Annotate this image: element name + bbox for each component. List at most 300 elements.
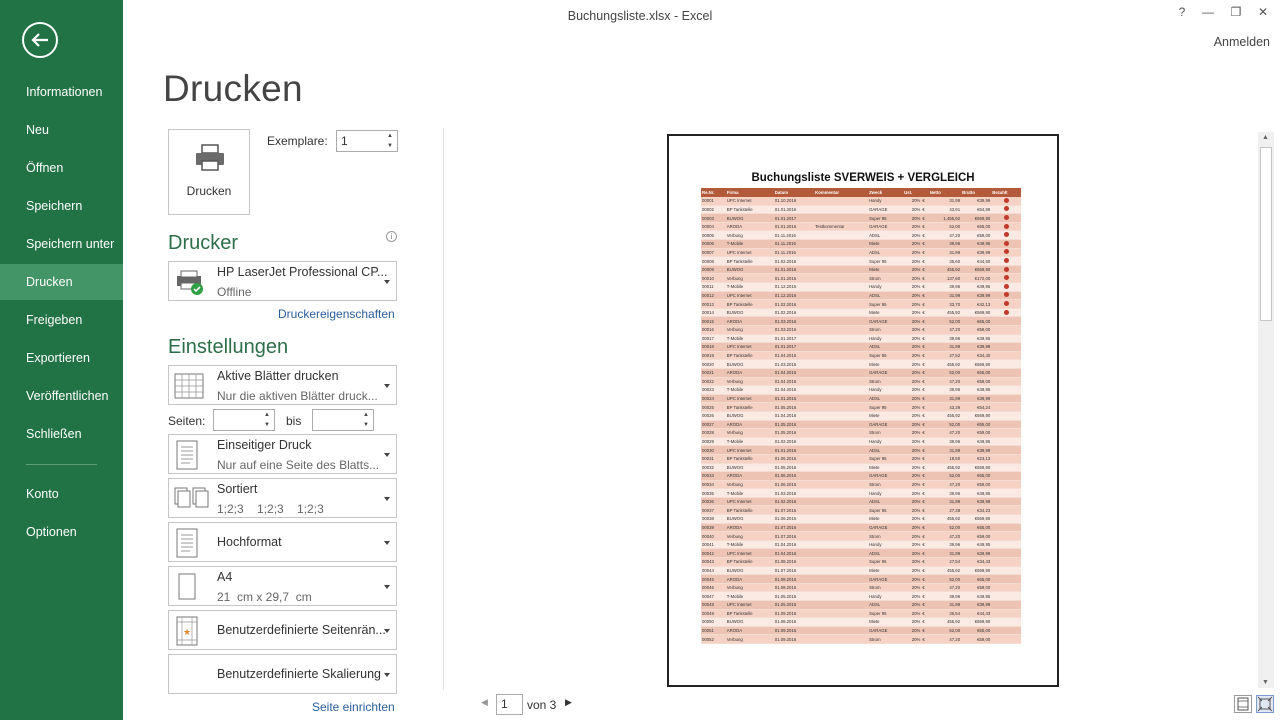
table-cell: €569,90	[961, 308, 991, 317]
table-cell: €	[921, 635, 929, 644]
page-count: von 3	[527, 698, 557, 712]
table-cell: €59,00	[961, 583, 991, 592]
table-cell: Super 95	[868, 609, 903, 618]
table-cell: 52,00	[929, 575, 961, 584]
table-cell: 00040	[701, 532, 726, 541]
table-row	[701, 523, 1021, 532]
table-cell: 52,00	[929, 626, 961, 635]
table-cell: UPC Internet	[726, 601, 774, 610]
table-cell: 01.11.2016	[774, 240, 814, 249]
table-cell: 00020	[701, 360, 726, 369]
table-cell: Verbung	[726, 583, 774, 592]
table-cell: €569,90	[961, 566, 991, 575]
table-cell: €49,95	[961, 386, 991, 395]
table-cell: 27,52	[929, 351, 961, 360]
table-cell	[814, 317, 868, 326]
table-cell: 20%	[903, 291, 921, 300]
table-cell: €59,00	[961, 429, 991, 438]
table-cell: 20%	[903, 540, 921, 549]
table-row	[701, 283, 1021, 292]
table-cell: 00005	[701, 231, 726, 240]
table-cell: €34,40	[961, 351, 991, 360]
table-cell: 20%	[903, 592, 921, 601]
table-cell	[991, 575, 1021, 584]
scroll-down-icon[interactable]: ▼	[1262, 679, 1269, 686]
table-cell: 20%	[903, 197, 921, 206]
table-row	[701, 549, 1021, 558]
table-cell	[814, 583, 868, 592]
table-cell: Strom	[868, 326, 903, 335]
table-cell: 00023	[701, 386, 726, 395]
table-cell	[991, 583, 1021, 592]
table-cell: 00037	[701, 506, 726, 515]
table-cell: ADSL	[868, 231, 903, 240]
sign-in-link[interactable]: Anmelden	[1213, 35, 1270, 49]
table-cell: 01.11.2016	[774, 248, 814, 257]
table-cell: UPC Internet	[726, 497, 774, 506]
table-cell: 01.08.2016	[774, 558, 814, 567]
table-cell: 00006	[701, 240, 726, 249]
table-cell: 52,00	[929, 472, 961, 481]
table-cell: €	[921, 472, 929, 481]
table-cell	[991, 248, 1021, 257]
paid-status-icon	[1004, 284, 1009, 289]
table-cell: UPC Internet	[726, 291, 774, 300]
table-cell	[991, 240, 1021, 249]
help-button[interactable]: ?	[1178, 5, 1186, 19]
table-cell: Super 95	[868, 257, 903, 266]
table-cell	[814, 265, 868, 274]
table-cell: 01.02.2016	[774, 257, 814, 266]
table-row	[701, 274, 1021, 283]
collate-icon	[174, 487, 210, 511]
printer-ready-icon	[174, 268, 204, 296]
table-cell: 00043	[701, 558, 726, 567]
chevron-down-icon	[384, 497, 390, 501]
table-row	[701, 575, 1021, 584]
table-cell	[991, 283, 1021, 292]
table-cell: 20%	[903, 334, 921, 343]
sidebar-item-konto[interactable]: Konto	[26, 487, 59, 501]
table-cell: €65,00	[961, 626, 991, 635]
table-row	[701, 326, 1021, 335]
table-cell: 52,00	[929, 222, 961, 231]
table-cell: Verbung	[726, 480, 774, 489]
table-row	[701, 532, 1021, 541]
table-row	[701, 351, 1021, 360]
chevron-down-icon	[384, 673, 390, 677]
print-preview-page	[667, 134, 1059, 687]
table-cell: 01.01.2016	[774, 205, 814, 214]
table-row	[701, 308, 1021, 317]
table-cell: €	[921, 532, 929, 541]
printer-dropdown[interactable]	[168, 261, 397, 301]
table-cell: €42,13	[961, 300, 991, 309]
table-cell: 00032	[701, 463, 726, 472]
sheet-header-cell: Datum	[774, 188, 814, 197]
table-cell: 00026	[701, 411, 726, 420]
paid-status-icon	[1004, 310, 1009, 315]
table-cell: €	[921, 540, 929, 549]
table-cell	[991, 437, 1021, 446]
table-cell: €	[921, 386, 929, 395]
table-cell: 20%	[903, 300, 921, 309]
table-cell: 31,99	[929, 497, 961, 506]
sidebar-item-speichern[interactable]: Speichern	[26, 199, 83, 213]
table-cell	[814, 515, 868, 524]
table-cell: GARAGE	[868, 317, 903, 326]
table-cell	[991, 300, 1021, 309]
table-cell: 39,96	[929, 540, 961, 549]
table-row	[701, 480, 1021, 489]
sidebar-item-schliessen[interactable]: Schließen	[26, 427, 82, 441]
pages-to-input[interactable]: ▲ ▼	[312, 409, 374, 431]
table-cell: 20%	[903, 626, 921, 635]
table-cell: Strom	[868, 377, 903, 386]
table-cell: 00019	[701, 351, 726, 360]
table-cell: €39,99	[961, 446, 991, 455]
table-cell: 00009	[701, 265, 726, 274]
table-row	[701, 497, 1021, 506]
table-cell	[814, 300, 868, 309]
table-cell: 20%	[903, 240, 921, 249]
table-cell	[991, 532, 1021, 541]
table-cell: 01.05.2016	[774, 592, 814, 601]
sidebar-item-speichern-unter[interactable]: Speichern unter	[26, 237, 115, 251]
table-cell: 00034	[701, 480, 726, 489]
table-cell: €	[921, 205, 929, 214]
table-row	[701, 403, 1021, 412]
table-cell: €59,00	[961, 532, 991, 541]
restore-button[interactable]: ❐	[1230, 5, 1242, 19]
table-cell: €65,00	[961, 368, 991, 377]
table-row	[701, 592, 1021, 601]
table-cell: €	[921, 240, 929, 249]
table-cell: ARODA	[726, 368, 774, 377]
copies-input[interactable]	[336, 130, 398, 152]
sidebar-item-drucken[interactable]: Drucken	[0, 264, 123, 300]
table-cell	[814, 592, 868, 601]
table-cell: GARAGE	[868, 368, 903, 377]
table-cell: BUWOG	[726, 308, 774, 317]
table-cell: Handy	[868, 540, 903, 549]
table-cell: BP Tankstelle	[726, 403, 774, 412]
page-number-input[interactable]: 1	[496, 694, 523, 715]
table-cell: 20%	[903, 411, 921, 420]
table-cell	[814, 446, 868, 455]
table-cell: €	[921, 583, 929, 592]
table-cell	[814, 386, 868, 395]
table-cell: GARAGE	[868, 472, 903, 481]
table-cell: ADSL	[868, 343, 903, 352]
table-cell: €	[921, 403, 929, 412]
table-cell: 20%	[903, 343, 921, 352]
table-cell	[991, 429, 1021, 438]
pages-from-input[interactable]: ▲ ▼	[213, 409, 275, 431]
table-cell: €49,95	[961, 489, 991, 498]
table-cell: 01.06.2016	[774, 472, 814, 481]
table-cell: Super 95	[868, 454, 903, 463]
table-cell: 00021	[701, 368, 726, 377]
table-cell: €	[921, 351, 929, 360]
table-cell: €	[921, 515, 929, 524]
table-cell: Verbung	[726, 377, 774, 386]
table-cell: 39,96	[929, 334, 961, 343]
table-cell: BUWOG	[726, 566, 774, 575]
table-cell	[814, 618, 868, 627]
table-cell: 20%	[903, 222, 921, 231]
table-row	[701, 394, 1021, 403]
sidebar-item-informationen[interactable]: Informationen	[26, 85, 103, 99]
table-cell: 01.03.2016	[774, 317, 814, 326]
table-cell: 1.455,92	[929, 214, 961, 223]
table-cell	[991, 411, 1021, 420]
table-cell: €	[921, 609, 929, 618]
printer-properties-link[interactable]: Druckereigenschaften	[278, 307, 395, 321]
scrollbar-thumb[interactable]	[1260, 147, 1272, 321]
table-cell: UPC Internet	[726, 549, 774, 558]
table-cell: 20%	[903, 472, 921, 481]
table-row	[701, 214, 1021, 223]
table-cell: 00001	[701, 197, 726, 206]
table-cell: 01.02.2016	[774, 300, 814, 309]
print-scope-sub: Nur die aktiven Blätter druck...	[217, 389, 378, 403]
table-cell: ADSL	[868, 446, 903, 455]
table-cell: ARODA	[726, 472, 774, 481]
table-cell	[991, 472, 1021, 481]
paid-status-icon	[1004, 267, 1009, 272]
table-cell: €49,95	[961, 283, 991, 292]
table-cell: 01.03.2016	[774, 360, 814, 369]
table-cell: 31,99	[929, 197, 961, 206]
table-cell: 00035	[701, 489, 726, 498]
table-cell	[991, 618, 1021, 627]
sheet-header-cell	[921, 188, 929, 197]
table-cell: 01.01.2017	[774, 214, 814, 223]
table-cell: 20%	[903, 420, 921, 429]
table-cell: 39,96	[929, 386, 961, 395]
table-cell: 00038	[701, 515, 726, 524]
table-cell	[814, 626, 868, 635]
table-cell: 00016	[701, 326, 726, 335]
table-cell: €65,00	[961, 420, 991, 429]
table-cell: €	[921, 523, 929, 532]
table-cell: 00042	[701, 549, 726, 558]
table-cell: 20%	[903, 205, 921, 214]
preview-scrollbar[interactable]	[1258, 132, 1274, 688]
table-cell: UPC Internet	[726, 248, 774, 257]
table-row	[701, 317, 1021, 326]
table-row	[701, 248, 1021, 257]
table-cell: 00015	[701, 317, 726, 326]
table-row	[701, 454, 1021, 463]
table-cell: 20%	[903, 489, 921, 498]
table-cell: 01.08.2016	[774, 618, 814, 627]
table-cell: Verbung	[726, 532, 774, 541]
table-cell: 00027	[701, 420, 726, 429]
table-cell: 00022	[701, 377, 726, 386]
table-cell	[991, 558, 1021, 567]
sheet-table-body	[701, 197, 1021, 644]
next-page-icon[interactable]: ▶	[565, 697, 572, 707]
table-cell	[991, 515, 1021, 524]
table-cell: €569,90	[961, 411, 991, 420]
table-cell: GARAGE	[868, 222, 903, 231]
table-cell: €	[921, 394, 929, 403]
table-cell: 20%	[903, 283, 921, 292]
chevron-down-icon	[384, 585, 390, 589]
copies-up-icon[interactable]: ▲	[387, 133, 393, 139]
table-cell: BUWOG	[726, 360, 774, 369]
table-cell: 31,99	[929, 601, 961, 610]
paper-size-dropdown[interactable]	[168, 566, 397, 606]
show-margins-icon[interactable]	[1234, 695, 1252, 713]
table-cell: Verbung	[726, 429, 774, 438]
table-cell	[991, 454, 1021, 463]
minimize-button[interactable]: —	[1202, 5, 1214, 19]
table-cell	[991, 386, 1021, 395]
table-cell: €	[921, 489, 929, 498]
table-cell: €39,99	[961, 497, 991, 506]
previous-page-icon[interactable]: ◀	[481, 697, 488, 707]
table-cell	[814, 420, 868, 429]
table-cell	[991, 351, 1021, 360]
table-cell: Strom	[868, 532, 903, 541]
table-cell: BP Tankstelle	[726, 609, 774, 618]
table-cell: 00024	[701, 394, 726, 403]
sidebar-item-exportieren[interactable]: Exportieren	[26, 351, 90, 365]
table-row	[701, 626, 1021, 635]
portrait-icon	[174, 528, 200, 558]
table-cell	[991, 420, 1021, 429]
table-cell: Miete	[868, 566, 903, 575]
sidebar-item-optionen[interactable]: Optionen	[26, 525, 77, 539]
printer-status: Offline	[217, 285, 252, 299]
table-cell: €	[921, 317, 929, 326]
paid-status-icon	[1004, 198, 1009, 203]
table-cell: 39,96	[929, 240, 961, 249]
collate-dropdown[interactable]	[168, 478, 397, 518]
table-cell: 455,92	[929, 265, 961, 274]
table-cell: 01.04.2016	[774, 549, 814, 558]
page-setup-link[interactable]: Seite einrichten	[312, 700, 395, 714]
table-cell	[814, 394, 868, 403]
table-cell: 00029	[701, 437, 726, 446]
table-cell: 18,50	[929, 454, 961, 463]
sidebar-item-veroeffentlichen[interactable]: Veröffentlichen	[26, 389, 109, 403]
table-cell: €569,90	[961, 360, 991, 369]
table-cell: €59,00	[961, 377, 991, 386]
table-cell	[814, 197, 868, 206]
table-cell	[991, 360, 1021, 369]
scaling-title: Benutzerdefinierte Skalierung	[217, 667, 381, 681]
table-cell	[991, 609, 1021, 618]
table-cell	[814, 308, 868, 317]
table-cell: €54,89	[961, 205, 991, 214]
table-cell	[814, 489, 868, 498]
back-arrow-icon[interactable]	[22, 22, 58, 58]
table-cell: 20%	[903, 231, 921, 240]
sidebar-item-freigeben[interactable]: Freigeben	[26, 313, 83, 327]
table-cell: 01.04.2016	[774, 351, 814, 360]
table-cell: BUWOG	[726, 463, 774, 472]
table-cell: 31,99	[929, 343, 961, 352]
table-row	[701, 240, 1021, 249]
sides-dropdown[interactable]	[168, 434, 397, 474]
zoom-to-page-icon[interactable]	[1256, 695, 1274, 713]
table-cell: Verbung	[726, 274, 774, 283]
close-button[interactable]: ✕	[1257, 5, 1269, 19]
table-cell: €	[921, 231, 929, 240]
table-cell: 455,92	[929, 411, 961, 420]
table-cell: 39,96	[929, 437, 961, 446]
chevron-down-icon	[384, 629, 390, 633]
table-cell	[814, 497, 868, 506]
info-icon[interactable]: i	[386, 231, 397, 242]
table-cell: 20%	[903, 583, 921, 592]
table-cell: 35,54	[929, 609, 961, 618]
table-cell: 20%	[903, 214, 921, 223]
paper-icon	[174, 572, 200, 602]
table-cell: 47,20	[929, 231, 961, 240]
table-cell	[991, 626, 1021, 635]
scaling-dropdown[interactable]	[168, 654, 397, 694]
table-cell	[991, 463, 1021, 472]
sidebar-item-oeffnen[interactable]: Öffnen	[26, 161, 64, 175]
table-cell	[814, 558, 868, 567]
table-row	[701, 386, 1021, 395]
print-button[interactable]	[168, 129, 250, 215]
table-cell: €	[921, 283, 929, 292]
table-row	[701, 377, 1021, 386]
single-sided-icon	[174, 440, 200, 470]
orientation-dropdown[interactable]	[168, 522, 397, 562]
table-cell: €65,00	[961, 317, 991, 326]
table-row	[701, 609, 1021, 618]
table-cell: Strom	[868, 635, 903, 644]
paid-status-icon	[1004, 206, 1009, 211]
table-cell: €	[921, 197, 929, 206]
table-cell: €	[921, 222, 929, 231]
table-cell: ARODA	[726, 222, 774, 231]
collate-title: Sortiert	[217, 482, 258, 496]
table-cell: 00051	[701, 626, 726, 635]
table-cell: 00028	[701, 429, 726, 438]
table-row	[701, 429, 1021, 438]
table-cell: €	[921, 566, 929, 575]
copies-down-icon[interactable]: ▼	[387, 143, 393, 149]
scroll-up-icon[interactable]: ▲	[1262, 134, 1269, 141]
table-cell: 20%	[903, 558, 921, 567]
table-cell: 20%	[903, 317, 921, 326]
table-cell: BP Tankstelle	[726, 300, 774, 309]
table-cell	[991, 197, 1021, 206]
table-cell: €	[921, 274, 929, 283]
table-cell: Super 95	[868, 558, 903, 567]
table-cell	[814, 454, 868, 463]
table-cell: Super 95	[868, 300, 903, 309]
table-cell: €569,90	[961, 463, 991, 472]
table-cell: 20%	[903, 265, 921, 274]
table-cell: ADSL	[868, 291, 903, 300]
margins-dropdown[interactable]	[168, 610, 397, 650]
sheet-header-cell: Firma	[726, 188, 774, 197]
sidebar-item-neu[interactable]: Neu	[26, 123, 49, 137]
table-cell: 01.05.2016	[774, 420, 814, 429]
table-row	[701, 506, 1021, 515]
table-cell: 31,99	[929, 394, 961, 403]
print-scope-dropdown[interactable]	[168, 365, 397, 405]
